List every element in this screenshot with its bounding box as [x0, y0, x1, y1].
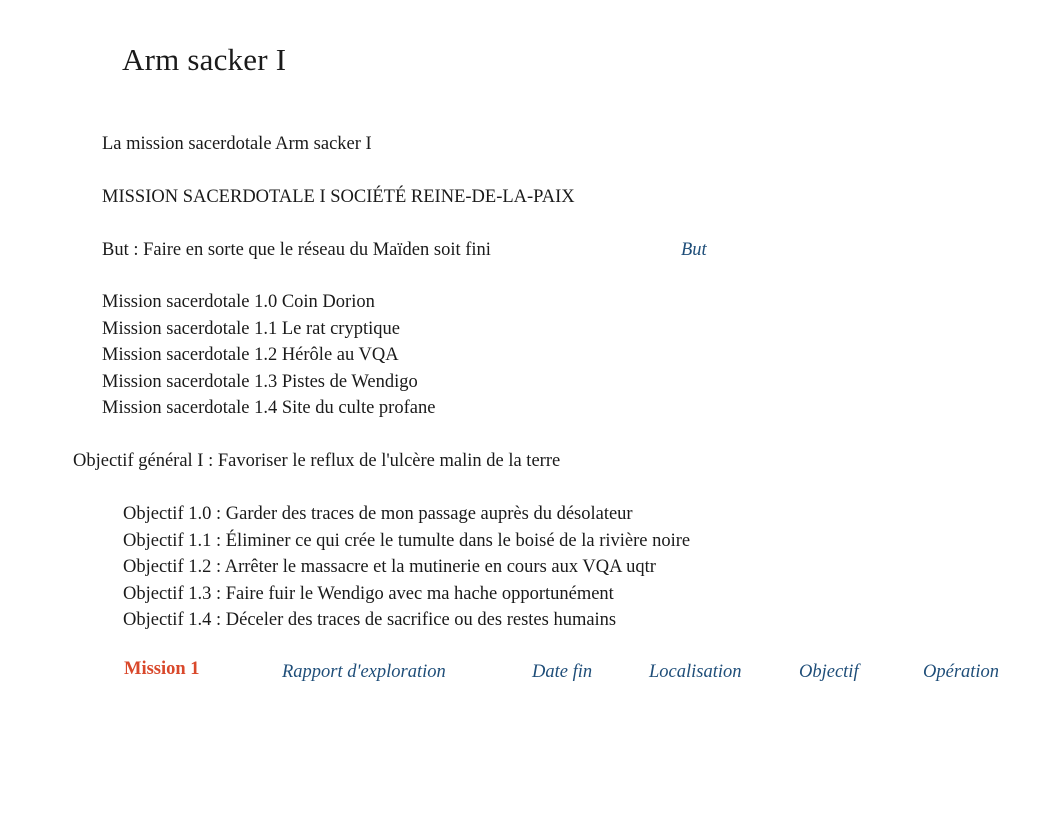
- general-objective: Objectif général I : Favoriser le reflux de l'ulcère malin de la terre: [73, 451, 561, 471]
- list-item: Mission sacerdotale 1.4 Site du culte profane: [102, 398, 436, 418]
- end-date-link[interactable]: Date fin: [532, 662, 593, 682]
- goal-link[interactable]: But: [681, 240, 707, 260]
- list-item: Mission sacerdotale 1.0 Coin Dorion: [102, 292, 375, 312]
- missions-list: [102, 289, 435, 422]
- list-item: Objectif 1.2 : Arrêter le massacre et la mutinerie en cours aux VQA uqtr: [123, 557, 656, 577]
- society-heading: MISSION SACERDOTALE I SOCIÉTÉ REINE-DE-LA-PAIX: [102, 187, 575, 207]
- objectives-list: [123, 501, 690, 634]
- list-item: Objectif 1.1 : Éliminer ce qui crée le tumulte dans le boisé de la rivière noire: [123, 530, 691, 551]
- location-link[interactable]: Localisation: [649, 662, 742, 682]
- list-item: Mission sacerdotale 1.3 Pistes de Wendigo: [102, 371, 418, 392]
- document-title: Arm sacker I: [122, 42, 287, 77]
- operation-link[interactable]: Opération: [923, 662, 1000, 682]
- objective-link[interactable]: Objectif: [799, 662, 859, 682]
- list-item: Mission sacerdotale 1.2 Hérôle au VQA: [102, 345, 399, 365]
- list-item: Objectif 1.4 : Déceler des traces de sacrifice ou des restes humains: [123, 610, 617, 630]
- list-item: Mission sacerdotale 1.1 Le rat cryptique: [102, 318, 400, 339]
- mission-subtitle: La mission sacerdotale Arm sacker I: [102, 134, 372, 154]
- list-item: Objectif 1.0 : Garder des traces de mon passage auprès du désolateur: [123, 504, 633, 524]
- mission-label: Mission 1: [124, 659, 200, 679]
- goal-text: But : Faire en sorte que le réseau du Maïden soit fini: [102, 240, 491, 260]
- list-item: Objectif 1.3 : Faire fuir le Wendigo avec ma hache opportunément: [123, 583, 614, 604]
- report-link[interactable]: Rapport d'exploration: [282, 662, 446, 682]
